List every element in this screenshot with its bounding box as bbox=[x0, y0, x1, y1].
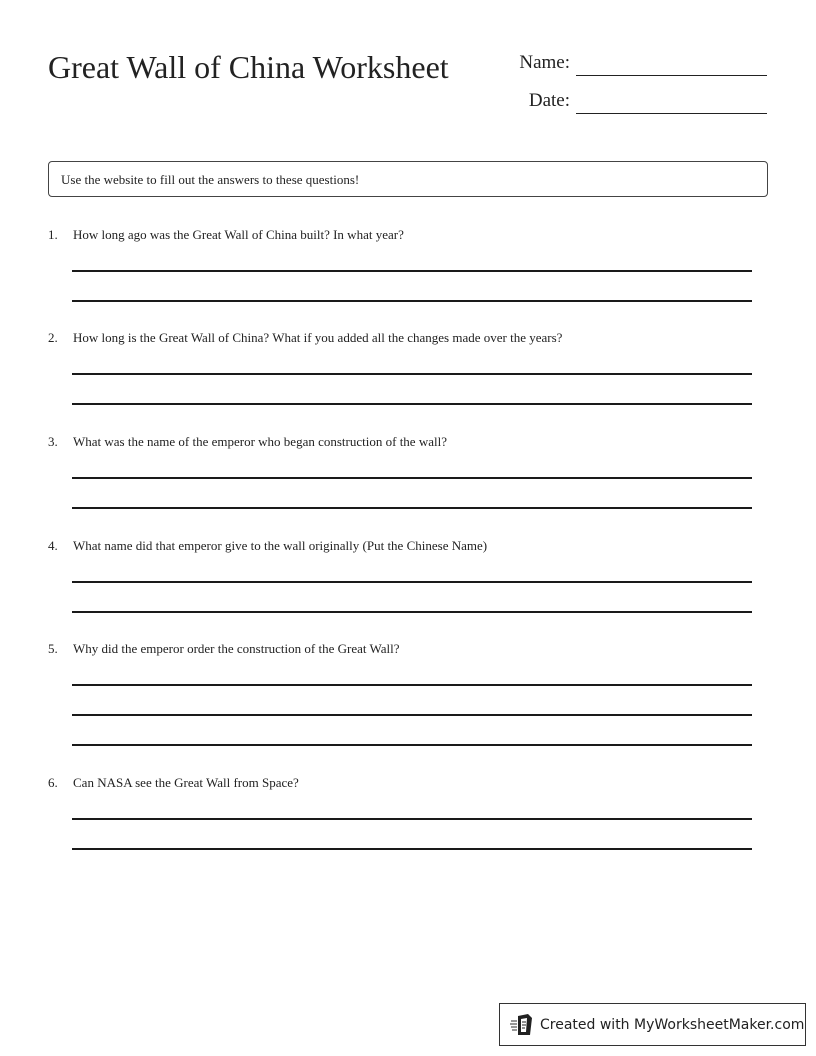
answer-line[interactable] bbox=[72, 818, 752, 820]
question-number: 6. bbox=[48, 775, 58, 790]
answer-line[interactable] bbox=[72, 477, 752, 479]
footer-credit-text[interactable]: Created with MyWorksheetMaker.com bbox=[540, 1016, 805, 1033]
question-text: Why did the emperor order the construction of the Great Wall? bbox=[73, 641, 400, 656]
question-4 bbox=[48, 538, 768, 554]
date-field[interactable] bbox=[529, 90, 767, 112]
worksheet-maker-logo-icon bbox=[510, 1013, 534, 1037]
question-text: Can NASA see the Great Wall from Space? bbox=[73, 775, 299, 790]
question-number: 1. bbox=[48, 227, 58, 242]
date-label: Date: bbox=[528, 90, 570, 111]
instructions-box: Use the website to fill out the answers to these questions! bbox=[48, 161, 768, 197]
name-field[interactable] bbox=[519, 52, 767, 74]
answer-line[interactable] bbox=[72, 373, 752, 375]
question-number: 3. bbox=[48, 434, 58, 449]
answer-line[interactable] bbox=[72, 848, 752, 850]
question-6 bbox=[48, 775, 768, 791]
date-blank-line[interactable] bbox=[576, 113, 767, 114]
name-label: Name: bbox=[519, 52, 570, 73]
question-2 bbox=[48, 330, 768, 346]
name-blank-line[interactable] bbox=[576, 75, 767, 76]
answer-line[interactable] bbox=[72, 611, 752, 613]
answer-line[interactable] bbox=[72, 581, 752, 583]
answer-line[interactable] bbox=[72, 270, 752, 272]
footer-credit-badge[interactable] bbox=[499, 1003, 806, 1046]
question-number: 5. bbox=[48, 641, 58, 656]
answer-line[interactable] bbox=[72, 507, 752, 509]
answer-line[interactable] bbox=[72, 714, 752, 716]
question-number: 2. bbox=[48, 330, 58, 345]
question-text: What name did that emperor give to the wall originally (Put the Chinese Name) bbox=[73, 538, 488, 553]
question-text: What was the name of the emperor who began construction of the wall? bbox=[73, 434, 447, 449]
question-1 bbox=[48, 227, 768, 243]
answer-line[interactable] bbox=[72, 403, 752, 405]
answer-line[interactable] bbox=[72, 300, 752, 302]
question-5 bbox=[48, 641, 768, 657]
question-number: 4. bbox=[48, 538, 58, 553]
question-3 bbox=[48, 434, 768, 450]
answer-line[interactable] bbox=[72, 744, 752, 746]
answer-line[interactable] bbox=[72, 684, 752, 686]
question-text: How long ago was the Great Wall of China built? In what year? bbox=[73, 227, 404, 242]
worksheet-title: Great Wall of China Worksheet bbox=[48, 49, 449, 85]
question-text: How long is the Great Wall of China? What if you added all the changes made over the years? bbox=[73, 330, 563, 345]
